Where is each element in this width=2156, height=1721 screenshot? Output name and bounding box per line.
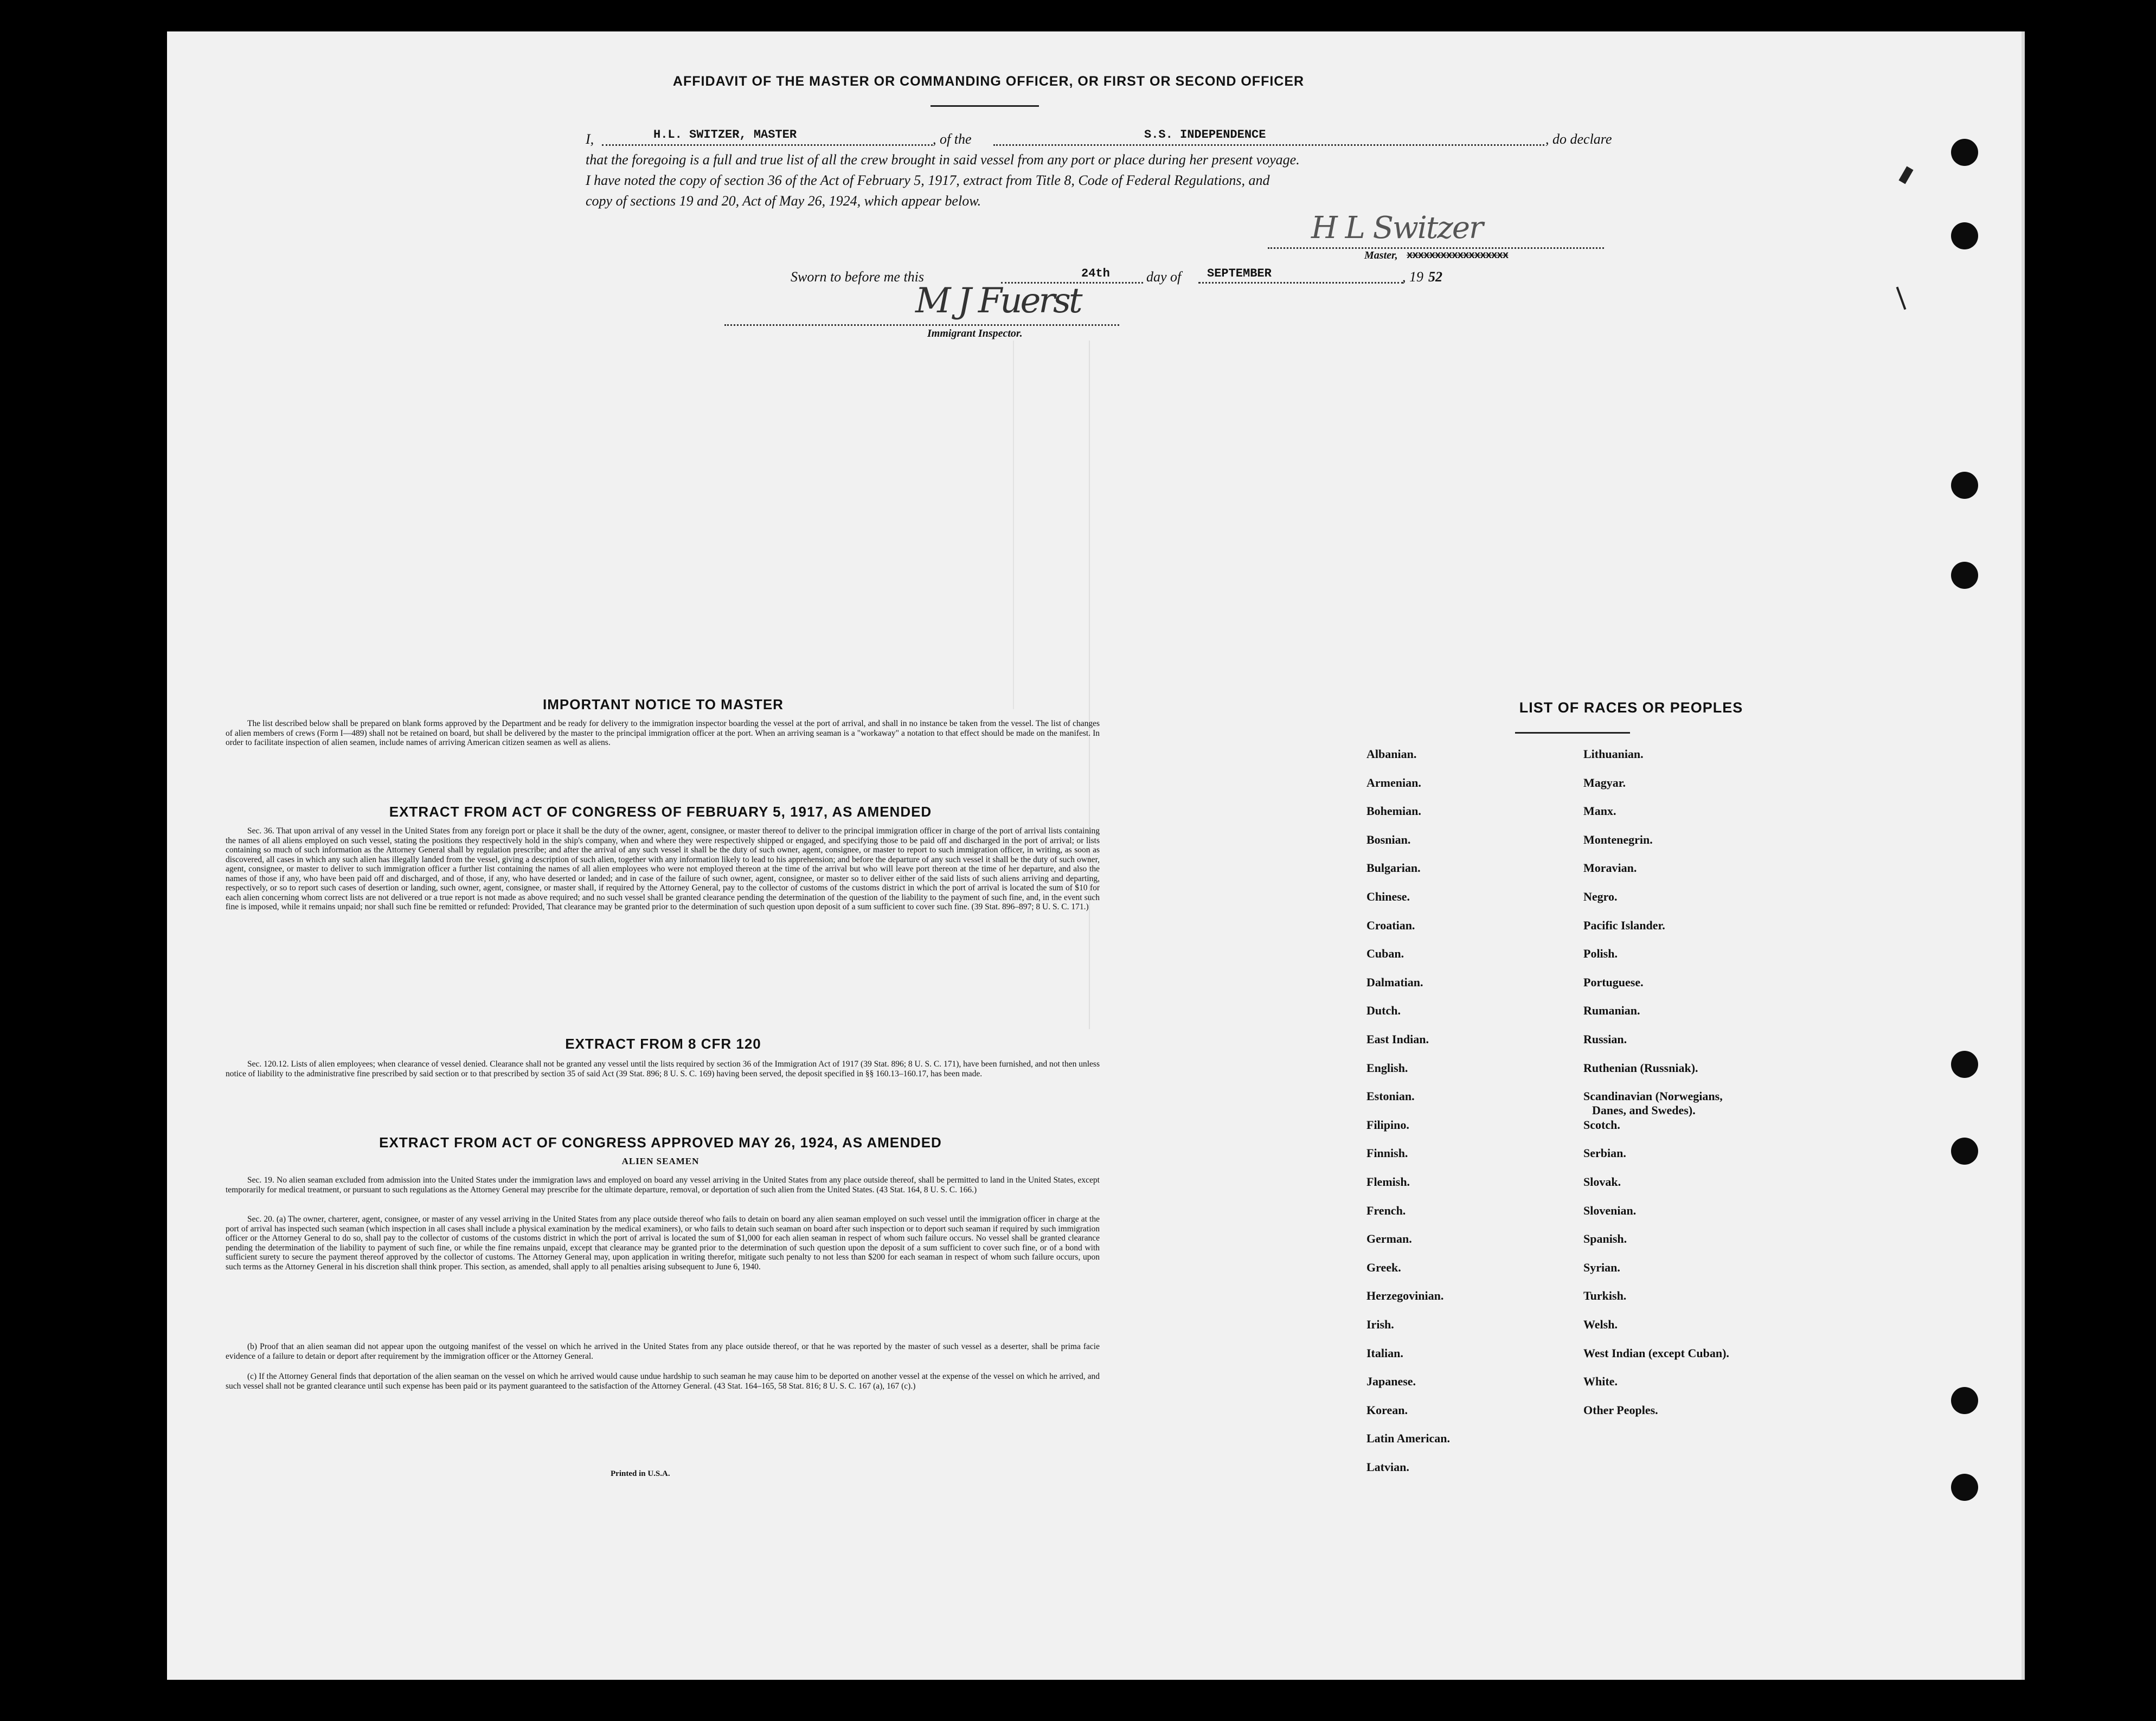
punch-hole (1951, 1474, 1978, 1501)
race-item: Finnish. (1366, 1146, 1408, 1160)
race-item: East Indian. (1366, 1032, 1429, 1046)
races-title: LIST OF RACES OR PEOPLES (1519, 699, 1743, 716)
race-item: Lithuanian. (1583, 747, 1644, 761)
race-item: Irish. (1366, 1318, 1394, 1331)
extract-1917-title: EXTRACT FROM ACT OF CONGRESS OF FEBRUARY 5, 1917, AS AMENDED (389, 804, 932, 820)
race-item: Chinese. (1366, 890, 1410, 903)
race-item: Dalmatian. (1366, 975, 1423, 989)
race-item: Pacific Islander. (1583, 919, 1665, 932)
day-of-label: day of (1146, 269, 1182, 285)
races-column-2 (1583, 747, 1844, 1528)
vessel-field-line (993, 144, 1544, 146)
bleed-line (1089, 341, 1090, 1029)
pre-name: I, (586, 131, 594, 147)
do-declare: , do declare (1545, 131, 1612, 147)
race-item: French. (1366, 1204, 1406, 1217)
affidavit-line-2: that the foregoing is a full and true list of all the crew brought in said vessel from any port or place during her present voyage. (586, 152, 1300, 168)
races-title-rule (1515, 732, 1630, 734)
inspector-line (724, 324, 1119, 326)
race-item: Herzegovinian. (1366, 1289, 1444, 1302)
signature-line (1268, 247, 1604, 249)
race-item: Cuban. (1366, 947, 1404, 960)
race-item: Scandinavian (Norwegians, (1583, 1089, 1723, 1103)
vessel-name: S.S. INDEPENDENCE (1144, 128, 1266, 142)
race-item: Other Peoples. (1583, 1403, 1658, 1417)
race-item: Armenian. (1366, 776, 1421, 789)
scan-mark (1898, 166, 1913, 184)
race-item: Croatian. (1366, 919, 1415, 932)
affidavit-title: AFFIDAVIT OF THE MASTER OR COMMANDING OFFICER, OR FIRST OR SECOND OFFICER (672, 74, 1305, 89)
race-item: English. (1366, 1061, 1408, 1075)
race-item: Magyar. (1583, 776, 1626, 789)
race-item: Spanish. (1583, 1232, 1627, 1245)
extract-1924-sec19: Sec. 19. No alien seaman excluded from admission into the United States under the immigration laws and employed on board any vessel arriving in the United States from any place outside thereof, shall be permitted to land in the United States, except temporarily for medical treatment, or pursuant to such regulations as the Attorney General may prescribe for the ultimate departure, removal, or deportation of such alien from the United States. (43 Stat. 164, 8 U. S. C. 166.) (226, 1176, 1100, 1195)
race-item: Filipino. (1366, 1118, 1409, 1132)
race-item: Moravian. (1583, 861, 1637, 875)
inspector-label: Immigrant Inspector. (927, 327, 1023, 339)
affidavit-line-4: copy of sections 19 and 20, Act of May 26, 1924, which appear below. (586, 193, 981, 209)
extract-1924-title: EXTRACT FROM ACT OF CONGRESS APPROVED MAY 26, 1924, AS AMENDED (379, 1134, 942, 1151)
race-item: Turkish. (1583, 1289, 1627, 1302)
punch-hole (1951, 139, 1978, 166)
race-item: Dutch. (1366, 1004, 1401, 1017)
punch-hole (1951, 1051, 1978, 1078)
title-rule (931, 105, 1039, 107)
extract-cfr-title: EXTRACT FROM 8 CFR 120 (565, 1036, 761, 1052)
extract-1917-text: Sec. 36. That upon arrival of any vessel in the United States from any foreign port or place it shall be the duty of the owner, agent, consignee, or master thereof to deliver to the principal immigration officer in charge of the port of arrival lists containing the names of all aliens employed on such vessel, stating the positions they respectively hold in the ship's company, when and where they were respectively shipped or engaged, and specifying those to be paid off and discharged in the port of arrival; or lists containing so much of such information as the Attorney General shall by regulation prescribe; and after the arrival of any such vessel it shall be the duty of such owner, agent, consignee, or master to report to such immigration officer, in writing, as soon as discovered, all cases in which any such alien has illegally landed from the vessel, giving a description of such alien, together with any information likely to lead to his apprehension; and before the departure of any such vessel it shall be the duty of such owner, agent, consignee, or master to deliver to such immigration officer a further list containing the names of all alien employees who were not employed thereon at the time of the arrival but who will leave port thereon at the time of her departure, and also the names of those if any, who have been paid off and discharged, and of those, if any, who have deserted or landed; and in case of the failure of such owner, agent, consignee, or master so to deliver either of the said lists of such aliens arriving and departing, respectively, or so to report such cases of desertion or landing, such owner, agent, consignee, or master shall, if required by the Attorney General, pay to the collector of customs of the customs district in which the port of arrival is located the sum of $10 for each alien concerning whom correct lists are not delivered or a true report is not made as above required; and no such vessel shall be granted clearance pending the determination of the question of the liability to the payment of such fine, and, in the event such fine is imposed, while it remains unpaid; nor shall such fine be remitted or refunded: Provided, That clearance may be granted prior to the determination of such question upon deposit of a sum sufficient to cover such fine. (39 Stat. 896–897; 8 U. S. C. 171.) (226, 826, 1100, 911)
master-signature: H L Switzer (1311, 210, 1483, 246)
affidavit-line-1 (586, 128, 1768, 153)
race-item: West Indian (except Cuban). (1583, 1346, 1729, 1360)
month-field-line (1198, 282, 1403, 284)
affidavit-line-3: I have noted the copy of section 36 of the Act of February 5, 1917, extract from Title 8, Code of Federal Regulations, and (586, 172, 1270, 188)
race-item: White. (1583, 1375, 1618, 1388)
extract-1924-sec20b: (b) Proof that an alien seaman did not appear upon the outgoing manifest of the vessel on which he arrived in the United States from any place outside thereof, or that he was reported by the master of such vessel as a deserter, shall be prima facie evidence of a failure to detain or deport after requirement by the immigration officer or the Attorney General. (226, 1342, 1100, 1361)
sworn-year: 52 (1428, 269, 1442, 285)
race-item: Bohemian. (1366, 804, 1421, 818)
race-item: Rumanian. (1583, 1004, 1640, 1017)
name-field-line (602, 144, 933, 146)
race-item: Russian. (1583, 1032, 1627, 1046)
master-struck-text: xxxxxxxxxxxxxxxxxx (1407, 249, 1509, 261)
race-item: Estonian. (1366, 1089, 1415, 1103)
race-item: Portuguese. (1583, 975, 1644, 989)
sworn-label: Sworn to before me this (791, 269, 925, 285)
race-item: Latin American. (1366, 1431, 1450, 1445)
race-item: Manx. (1583, 804, 1616, 818)
sworn-month: SEPTEMBER (1207, 267, 1272, 280)
punch-hole (1951, 222, 1978, 249)
race-item: Scotch. (1583, 1118, 1620, 1132)
extract-1924-sec20a: Sec. 20. (a) The owner, charterer, agent, consignee, or master of any vessel arriving in the United States from any place outside thereof who fails to detain on board any alien seaman employed on such vessel until the immigration officer in charge at the port of arrival has inspected such seaman (which inspection in all cases shall include a physical examination by the medical examiners), or who fails to detain such seaman on board after such inspection or to deport such seaman if required by such immigration officer or the Attorney General to do so, shall pay to the collector of customs of the customs district in which the port of arrival is located the sum of $1,000 for each alien seaman in respect of whom such failure occurs. No vessel shall be granted clearance pending the determination of the liability to payment of such fine, or while the fine remains unpaid, except that clearance may be granted prior to the determination of such question upon the deposit of a sum sufficient to cover such fine, or of a bond with sufficient surety to secure the payment thereof approved by the collector of customs. The Attorney General may, upon application in writing therefor, mitigate such penalty to not less than $200 for each seaman in respect of whom such failure occurs, upon such terms as the Attorney General in his discretion shall think proper. This section, as amended, shall apply to all penalties arising subsequent to June 6, 1940. (226, 1215, 1100, 1272)
extract-1924-subtitle: ALIEN SEAMEN (621, 1156, 700, 1166)
race-item: Latvian. (1366, 1460, 1409, 1474)
race-item: Slovak. (1583, 1175, 1621, 1189)
race-item: Greek. (1366, 1261, 1401, 1274)
printed-in-usa: Printed in U.S.A. (611, 1469, 670, 1478)
race-item: Serbian. (1583, 1146, 1626, 1160)
scan-mark (1896, 287, 1907, 310)
master-label: Master, (1364, 249, 1398, 261)
race-item: Bulgarian. (1366, 861, 1421, 875)
races-column-1 (1366, 747, 1562, 1528)
race-item: Flemish. (1366, 1175, 1410, 1189)
race-item: Slovenian. (1583, 1204, 1637, 1217)
race-item: Korean. (1366, 1403, 1408, 1417)
document-page (167, 31, 2025, 1680)
race-item: Albanian. (1366, 747, 1417, 761)
punch-hole (1951, 562, 1978, 589)
notice-text: The list described below shall be prepared on blank forms approved by the Department and be ready for delivery to the immigration inspector boarding the vessel at the port of arrival, and shall in no instance be taken from the vessel. The list of changes of alien members of crews (Form I—489) shall not be retained on board, but shall be delivered by the master to the principal immigration officer at the port. When an arriving seaman is a "workaway" a notation to that effect should be made on the manifest. In order to facilitate inspection of alien seamen, include names of arriving American citizen seamen as well as aliens. (226, 719, 1100, 747)
race-item: Syrian. (1583, 1261, 1620, 1274)
inspector-signature: M J Fuerst (915, 281, 1081, 321)
sworn-line (791, 269, 1604, 291)
extract-cfr-text: Sec. 120.12. Lists of alien employees; when clearance of vessel denied. Clearance shall not be granted any vessel until the lists required by section 36 of the Immigration Act of 1917 (39 Stat. 896; 8 U. S. C. 171), have been furnished, and not then unless notice of liability to the administrative fine prescribed by said section or to that prescribed by section 35 of said Act (39 Stat. 896; 8 U. S. C. 169) having been served, the deposit specified in §§ 160.13–160.17, has been made. (226, 1059, 1100, 1078)
sworn-day: 24th (1081, 267, 1110, 280)
year-prefix: , 19 (1402, 269, 1423, 285)
race-item: Japanese. (1366, 1375, 1416, 1388)
race-item: Welsh. (1583, 1318, 1618, 1331)
punch-hole (1951, 472, 1978, 499)
master-name: H.L. SWITZER, MASTER (653, 128, 797, 142)
race-item: Montenegrin. (1583, 833, 1653, 846)
of-the-label: , of the (933, 131, 972, 147)
race-item: Italian. (1366, 1346, 1403, 1360)
race-item: Ruthenian (Russniak). (1583, 1061, 1698, 1075)
race-item: Negro. (1583, 890, 1618, 903)
race-item: German. (1366, 1232, 1412, 1245)
punch-hole (1951, 1138, 1978, 1165)
race-item: Danes, and Swedes). (1592, 1103, 1696, 1117)
extract-1924-sec20c: (c) If the Attorney General finds that deportation of the alien seaman on the vessel on which he arrived would cause undue hardship to such seaman he may cause him to be deported on another vessel at the expense of the vessel on which he arrived, and such vessel shall not be granted clearance until such expense has been paid or its payment guaranteed to the satisfaction of the Attorney General. (43 Stat. 164–165, 58 Stat. 816; 8 U. S. C. 167 (a), 167 (c).) (226, 1372, 1100, 1391)
punch-hole (1951, 1387, 1978, 1414)
race-item: Polish. (1583, 947, 1618, 960)
notice-title: IMPORTANT NOTICE TO MASTER (543, 696, 784, 712)
race-item: Bosnian. (1366, 833, 1411, 846)
bleed-line (1013, 341, 1014, 709)
